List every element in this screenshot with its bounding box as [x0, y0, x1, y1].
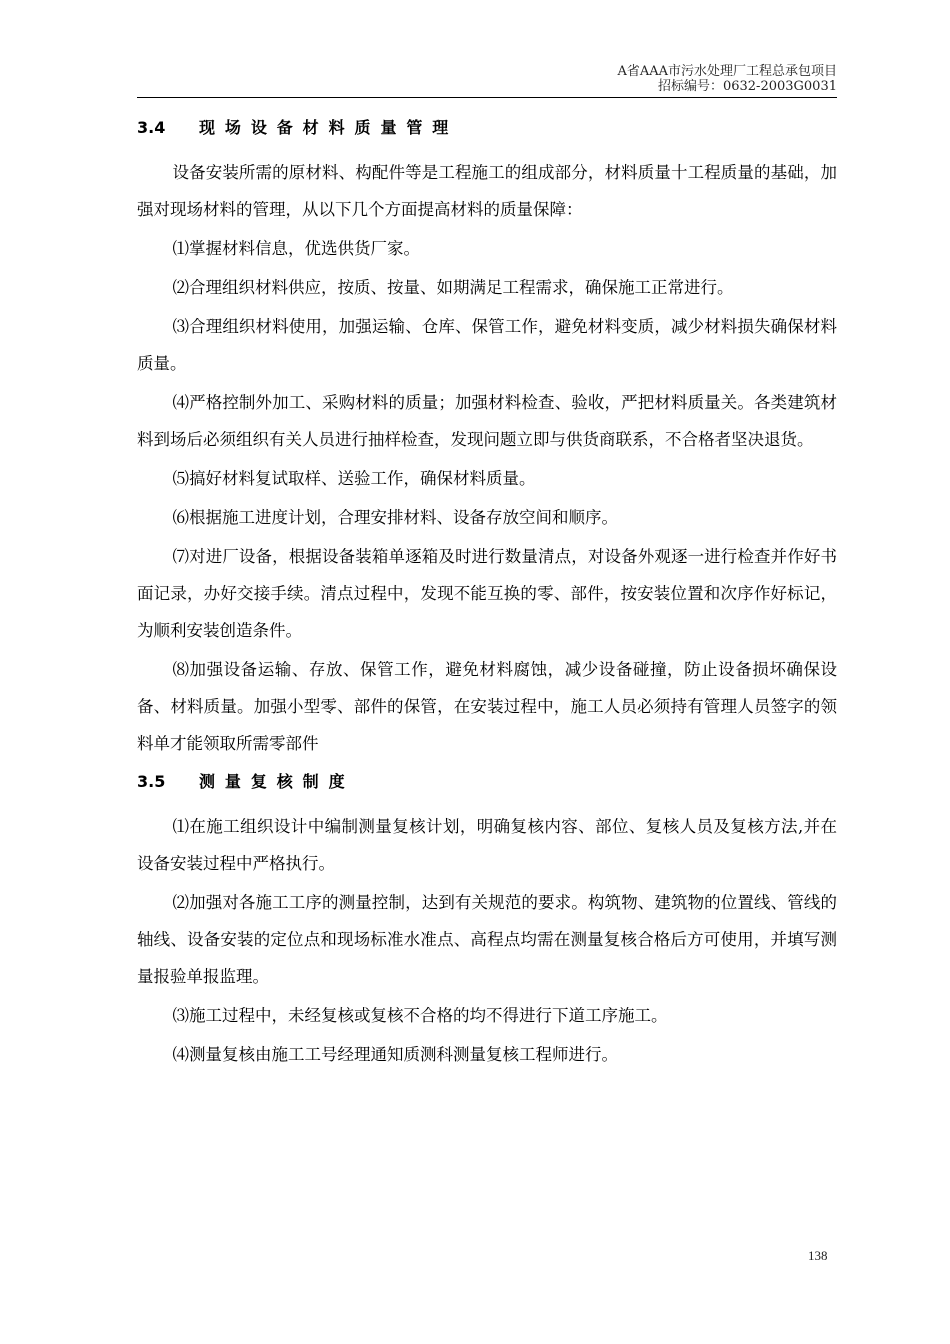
- paragraph: ⑷测量复核由施工工号经理通知质测科测量复核工程师进行。: [172, 1045, 618, 1064]
- section-title-text: 测量复核制度: [199, 772, 355, 791]
- section-number: 3.5: [137, 772, 166, 791]
- paragraph: ⑴在施工组织设计中编制测量复核计划，明确复核内容、部位、复核人员及复核方法,并在设备安装过程中严格执行。: [137, 817, 837, 873]
- document-body: [137, 108, 837, 1073]
- paragraph: ⑵合理组织材料供应，按质、按量、如期满足工程需求，确保施工正常进行。: [172, 278, 734, 297]
- paragraph: ⑷严格控制外加工、采购材料的质量；加强材料检查、验收，严把材料质量关。各类建筑材料到场后必须组织有关人员进行抽样检查，发现问题立即与供货商联系，不合格者坚决退货。: [137, 393, 837, 449]
- paragraph: 设备安装所需的原材料、构配件等是工程施工的组成部分，材料质量十工程质量的基础，加强对现场材料的管理，从以下几个方面提高材料的质量保障：: [137, 163, 837, 219]
- paragraph: ⑹根据施工进度计划，合理安排材料、设备存放空间和顺序。: [172, 508, 618, 527]
- section-3-4: [137, 108, 837, 762]
- paragraph: ⑵加强对各施工工序的测量控制，达到有关规范的要求。构筑物、建筑物的位置线、管线的轴线、设备安装的定位点和现场标准水准点、高程点均需在测量复核合格后方可使用，并填写测量报验单报监理。: [137, 893, 837, 986]
- paragraph: ⑴掌握材料信息，优选供货厂家。: [172, 239, 420, 258]
- paragraph: ⑸搞好材料复试取样、送验工作，确保材料质量。: [172, 469, 536, 488]
- header-project-name: A省AAA市污水处理厂工程总承包项目: [617, 64, 837, 79]
- paragraph: ⑻加强设备运输、存放、保管工作，避免材料腐蚀，减少设备碰撞，防止设备损坏确保设备、材料质量。加强小型零、部件的保管，在安装过程中，施工人员必须持有管理人员签字的领料单才能领取所需零部件: [137, 660, 837, 753]
- page-number: 138: [808, 1248, 828, 1263]
- section-heading: [137, 108, 837, 148]
- paragraph: ⑶施工过程中，未经复核或复核不合格的均不得进行下道工序施工。: [172, 1006, 668, 1025]
- header-tender-number: 招标编号：0632-2003G0031: [657, 79, 837, 94]
- paragraph: ⑶合理组织材料使用，加强运输、仓库、保管工作，避免材料变质，减少材料损失确保材料质量。: [137, 317, 837, 373]
- section-3-5: [137, 762, 837, 1073]
- page-header: [617, 64, 837, 94]
- section-title-text: 现场设备材料质量管理: [199, 118, 459, 137]
- header-divider: [137, 97, 837, 98]
- paragraph: ⑺对进厂设备，根据设备装箱单逐箱及时进行数量清点，对设备外观逐一进行检查并作好书面记录，办好交接手续。清点过程中，发现不能互换的零、部件，按安装位置和次序作好标记，为顺利安装创造条件。: [137, 547, 837, 640]
- section-heading: [137, 762, 837, 802]
- section-number: 3.4: [137, 118, 166, 137]
